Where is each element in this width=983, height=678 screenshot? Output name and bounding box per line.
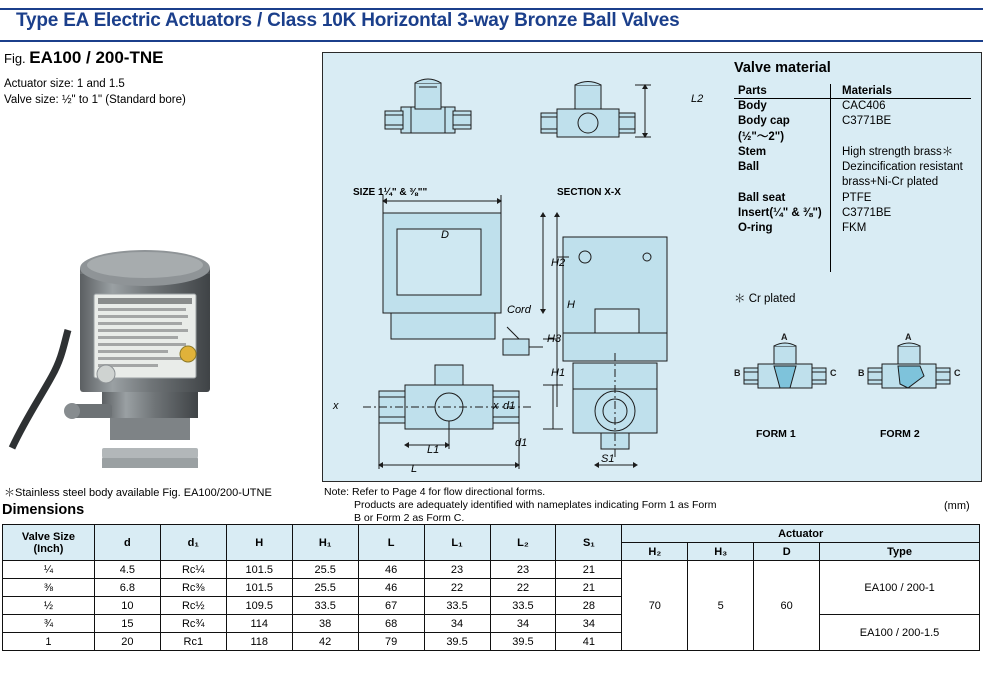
material-part (734, 175, 838, 190)
material-value: brass+Ni-Cr plated (842, 176, 939, 189)
dims-header-H: H (226, 525, 292, 561)
valve-material-title: Valve material (734, 60, 831, 76)
dims-header-H3: H₃ (688, 543, 754, 561)
row-d1: Rc¾ (160, 615, 226, 633)
table-row (734, 206, 971, 221)
drawing-section-caption: SECTION X-X (557, 187, 621, 198)
material-part: Ball seat (738, 191, 786, 204)
row-L1: 23 (424, 561, 490, 579)
svg-text:C: C (954, 368, 961, 378)
actuator-H3: 5 (688, 561, 754, 651)
label-L2: L2 (691, 93, 704, 105)
material-part: Body (738, 100, 767, 112)
row-L: 46 (358, 561, 424, 579)
label-L1: L1 (427, 444, 440, 456)
row-S1: 28 (556, 597, 622, 615)
actuator-type-bottom: EA100 / 200-1.5 (820, 615, 980, 651)
dims-header-H2: H₂ (622, 543, 688, 561)
row-d: 4.5 (94, 561, 160, 579)
label-d1-right: d1 (515, 437, 528, 449)
label-H2: H2 (551, 257, 566, 269)
stainless-note: ＊Stainless steel body available Fig. EA100/200-UTNE (4, 487, 272, 499)
dimensions-table (2, 524, 980, 651)
table-row (734, 130, 971, 145)
dims-header-L1: L₁ (424, 525, 490, 561)
row-L1: 39.5 (424, 633, 490, 651)
row-S1: 21 (556, 579, 622, 597)
valve-size-text: Valve size: ½" to 1" (Standard bore) (4, 94, 186, 106)
row-d: 20 (94, 633, 160, 651)
table-row (3, 561, 980, 579)
dims-header-type: Type (820, 543, 980, 561)
table-row (3, 615, 980, 633)
page-title: Type EA Electric Actuators / Class 10K Horizontal 3-way Bronze Ball Valves (16, 10, 680, 31)
row-size: 1 (3, 633, 95, 651)
material-part: (½"〜2") (738, 130, 785, 143)
row-H1: 25.5 (292, 561, 358, 579)
row-H: 101.5 (226, 579, 292, 597)
dims-header-d: d (94, 525, 160, 561)
row-L2: 22 (490, 579, 556, 597)
svg-text:A: A (905, 332, 912, 342)
material-part: Ball (738, 161, 760, 174)
figure-line (4, 48, 163, 68)
table-row (734, 145, 971, 160)
row-H: 101.5 (226, 561, 292, 579)
actuator-size-text: Actuator size: 1 and 1.5 (4, 78, 125, 90)
row-H1: 42 (292, 633, 358, 651)
material-value: C3771BE (842, 115, 892, 128)
row-H1: 38 (292, 615, 358, 633)
row-L1: 22 (424, 579, 490, 597)
drawing-note-line1: Note: Refer to Page 4 for flow directional forms. (324, 486, 546, 498)
row-size: ¼ (3, 561, 95, 579)
figure-prefix: Fig. (4, 51, 26, 66)
material-value: FKM (842, 222, 867, 235)
dims-header-H1: H₁ (292, 525, 358, 561)
row-H1: 33.5 (292, 597, 358, 615)
dims-header-size (3, 525, 95, 561)
actuator-type-top: EA100 / 200-1 (820, 561, 980, 615)
row-S1: 41 (556, 633, 622, 651)
svg-text:B: B (858, 368, 865, 378)
form1-caption: FORM 1 (756, 428, 796, 440)
row-L: 67 (358, 597, 424, 615)
material-part: O-ring (738, 222, 773, 235)
figure-code: EA100 / 200-TNE (29, 48, 164, 67)
product-photo (6, 118, 306, 468)
row-L: 79 (358, 633, 424, 651)
dims-header-L2: L₂ (490, 525, 556, 561)
label-D: D (441, 229, 449, 241)
material-value: Dezincification resistant (842, 161, 963, 174)
svg-text:A: A (781, 332, 788, 342)
table-row (734, 99, 971, 115)
material-header-materials: Materials (838, 84, 971, 99)
dims-header-size-line1: Valve Size (21, 530, 76, 543)
material-value: High strength brass＊ (842, 145, 954, 158)
svg-text:C: C (830, 368, 837, 378)
label-L: L (411, 463, 418, 475)
dimensions-heading: Dimensions (2, 502, 85, 518)
svg-text:B: B (734, 368, 741, 378)
table-row (734, 160, 971, 175)
row-size: ⅜ (3, 579, 95, 597)
row-d1: Rc½ (160, 597, 226, 615)
table-row (734, 175, 971, 190)
row-d: 10 (94, 597, 160, 615)
row-H: 109.5 (226, 597, 292, 615)
material-value: PTFE (842, 191, 872, 204)
material-part: Insert(¼" & ⅜") (738, 206, 822, 219)
row-d1: Rc¼ (160, 561, 226, 579)
row-H: 114 (226, 615, 292, 633)
row-d: 15 (94, 615, 160, 633)
label-H3: H3 (547, 333, 562, 345)
row-L: 46 (358, 579, 424, 597)
table-row (734, 221, 971, 236)
row-L2: 23 (490, 561, 556, 579)
row-L2: 33.5 (490, 597, 556, 615)
row-L: 68 (358, 615, 424, 633)
label-x-left: x (333, 400, 339, 412)
drawing-note (324, 486, 724, 525)
label-cord: Cord (507, 304, 531, 316)
material-table-divider (830, 84, 831, 272)
label-H1: H1 (551, 367, 566, 379)
unit-label: (mm) (944, 500, 970, 512)
valve-material-table (734, 84, 971, 237)
material-part: Stem (738, 145, 767, 158)
dims-header-actuator-group: Actuator (622, 525, 980, 543)
row-H1: 25.5 (292, 579, 358, 597)
row-d: 6.8 (94, 579, 160, 597)
row-L2: 34 (490, 615, 556, 633)
dims-header-D: D (754, 543, 820, 561)
label-H: H (567, 299, 575, 311)
dims-header-L: L (358, 525, 424, 561)
row-L1: 33.5 (424, 597, 490, 615)
label-S1: S1 (601, 453, 615, 465)
dims-header-S1: S₁ (556, 525, 622, 561)
row-S1: 34 (556, 615, 622, 633)
material-value (838, 130, 971, 145)
material-value: C3771BE (842, 206, 892, 219)
row-L2: 39.5 (490, 633, 556, 651)
row-d1: Rc1 (160, 633, 226, 651)
form-diagrams (734, 328, 974, 448)
table-row (734, 191, 971, 206)
row-L1: 34 (424, 615, 490, 633)
actuator-H2: 70 (622, 561, 688, 651)
row-size: ½ (3, 597, 95, 615)
table-row (734, 114, 971, 129)
actuator-D: 60 (754, 561, 820, 651)
dims-header-d1: d₁ (160, 525, 226, 561)
drawing-size-caption: SIZE 1¼" & ⅜"" (353, 187, 428, 198)
label-d1: d1 (503, 400, 516, 412)
row-size: ¾ (3, 615, 95, 633)
form2-caption: FORM 2 (880, 428, 920, 440)
drawing-note-line2: Products are adequately identified with nameplates indicating Form 1 as Form B or Form 2 as Form C. (354, 499, 717, 525)
drawing-panel (322, 52, 724, 482)
label-x-right: x (493, 400, 499, 412)
row-S1: 21 (556, 561, 622, 579)
row-H: 118 (226, 633, 292, 651)
row-d1: Rc⅜ (160, 579, 226, 597)
material-part: Body cap (738, 115, 790, 128)
material-header-parts: Parts (734, 84, 838, 99)
material-footnote: ＊ Cr plated (734, 293, 796, 305)
material-value: CAC406 (842, 100, 886, 112)
dims-header-size-line2: (Inch) (33, 542, 64, 555)
